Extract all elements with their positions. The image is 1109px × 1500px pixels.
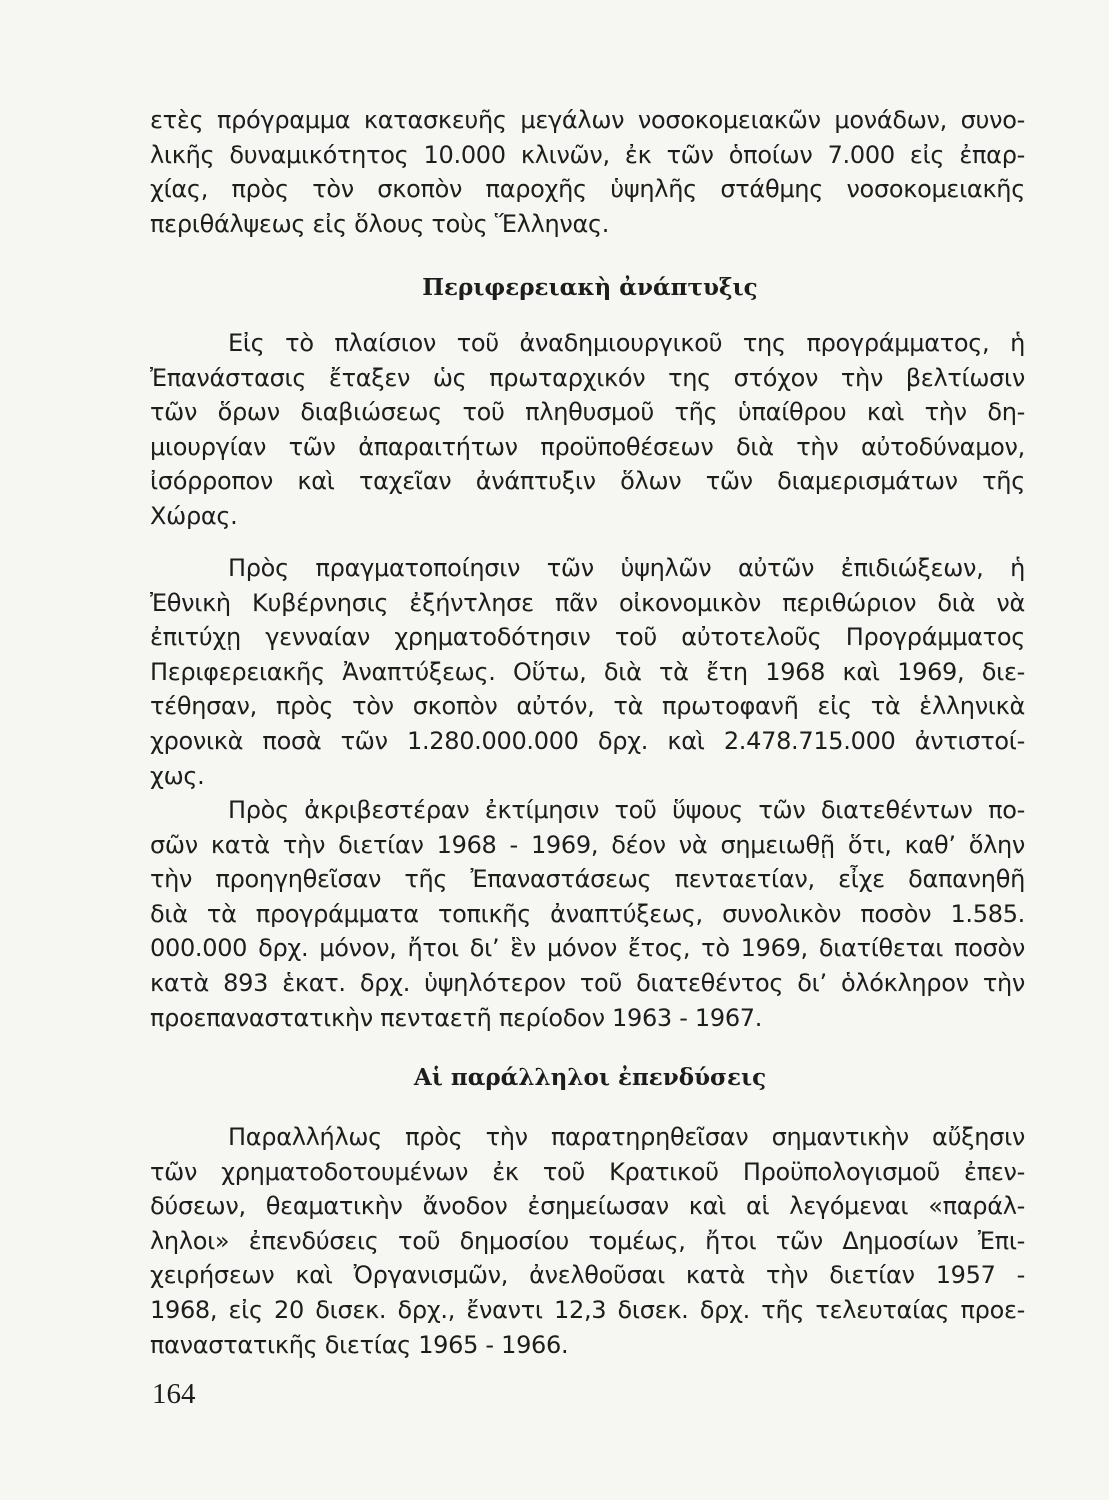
text-line: κατὰ 893 ἑκατ. δρχ. ὑψηλότερον τοῦ διατεθέντος δι’ ὁλόκληρον τὴν <box>150 968 1025 997</box>
text-line: δύσεων, θεαματικὴν ἄνοδον ἐσημείωσαν καὶ αἱ λεγόμεναι «παράλ- <box>150 1192 1025 1221</box>
text-line: Πρὸς πραγματοποίησιν τῶν ὑψηλῶν αὐτῶν ἐπιδιώξεων, ἡ <box>228 554 1025 582</box>
text-line: Ἐθνικὴ Κυβέρνησις ἐξήντλησε πᾶν οἰκονομικὸν περιθώριον διὰ νὰ <box>150 588 1025 617</box>
text-line: ληλοι» ἐπενδύσεις τοῦ δημοσίου τομέως, ἤτοι τῶν Δημοσίων Ἐπι- <box>150 1226 1025 1255</box>
paragraph-financing <box>150 551 1025 793</box>
paragraph-comparison <box>150 793 1025 1035</box>
paragraph-regional-goals <box>150 326 1025 534</box>
text-line: τῶν χρηματοδοτουμένων ἐκ τοῦ Κρατικοῦ Προϋπολογισμοῦ ἐπεν- <box>150 1157 1025 1186</box>
text-line: τέθησαν, πρὸς τὸν σκοπὸν αὐτόν, τὰ πρωτοφανῆ εἰς τὰ ἑλληνικὰ <box>150 692 1025 721</box>
text-line: περιθάλψεως εἰς ὅλους τοὺς Ἕλληνας. <box>150 209 610 238</box>
text-line: Εἰς τὸ πλαίσιον τοῦ ἀναδημιουργικοῦ της προγράμματος, ἡ <box>228 329 1025 357</box>
text-line: Χώρας. <box>150 501 238 530</box>
text-line: σῶν κατὰ τὴν διετίαν 1968 - 1969, δέον νὰ σημειωθῇ ὅτι, καθ’ ὅλην <box>150 830 1025 859</box>
text-line: χειρήσεων καὶ Ὀργανισμῶν, ἀνελθοῦσαι κατὰ τὴν διετίαν 1957 - <box>150 1261 1025 1290</box>
text-line: 000.000 δρχ. μόνον, ἤτοι δι’ ἓν μόνον ἔτος, τὸ 1969, διατίθεται ποσὸν <box>150 934 1025 963</box>
text-line: μιουργίαν τῶν ἀπαραιτήτων προϋποθέσεων διὰ τὴν αὐτοδύναμον, <box>150 432 1025 461</box>
page-number: 164 <box>152 1378 196 1410</box>
text-line: τὴν προηγηθεῖσαν τῆς Ἐπαναστάσεως πενταετίαν, εἶχε δαπανηθῆ <box>150 865 1025 894</box>
text-line: διὰ τὰ προγράμματα τοπικῆς ἀναπτύξεως, συνολικὸν ποσὸν 1.585. <box>150 899 1025 928</box>
section-heading-regional-development: Περιφερειακὴ ἀνάπτυξις <box>422 274 758 301</box>
paragraph-hospitals <box>150 103 1025 241</box>
text-line: Πρὸς ἀκριβεστέραν ἐκτίμησιν τοῦ ὕψους τῶν διατεθέντων πο- <box>228 796 1025 824</box>
text-line: λικῆς δυναμικότητος 10.000 κλινῶν, ἐκ τῶν ὁποίων 7.000 εἰς ἐπαρ- <box>150 140 1025 169</box>
text-line: ἰσόρροπον καὶ ταχεῖαν ἀνάπτυξιν ὅλων τῶν διαμερισμάτων τῆς <box>150 467 1025 496</box>
text-line: χως. <box>150 761 205 790</box>
section-heading-parallel-investments: Αἱ παράλληλοι ἐπενδύσεις <box>413 1064 767 1091</box>
paragraph-parallel-investments <box>150 1120 1025 1362</box>
text-line: παναστατικῆς διετίας 1965 - 1966. <box>150 1330 569 1359</box>
text-line: 1968, εἰς 20 δισεκ. δρχ., ἔναντι 12,3 δισεκ. δρχ. τῆς τελευταίας προε- <box>150 1295 1025 1324</box>
text-line: ἐπιτύχῃ γενναίαν χρηματοδότησιν τοῦ αὐτοτελοῦς Προγράμματος <box>150 623 1025 652</box>
text-line: προεπαναστατικὴν πενταετῆ περίοδον 1963 - 1967. <box>150 1003 763 1032</box>
text-line: χρονικὰ ποσὰ τῶν 1.280.000.000 δρχ. καὶ 2.478.715.000 ἀντιστοί- <box>150 726 1025 755</box>
text-line: χίας, πρὸς τὸν σκοπὸν παροχῆς ὑψηλῆς στάθμης νοσοκομειακῆς <box>150 175 1025 204</box>
text-line: ετὲς πρόγραμμα κατασκευῆς μεγάλων νοσοκομειακῶν μονάδων, συνο- <box>150 106 1025 134</box>
text-line: τῶν ὅρων διαβιώσεως τοῦ πληθυσμοῦ τῆς ὑπαίθρου καὶ τὴν δη- <box>150 398 1025 427</box>
text-line: Παραλλήλως πρὸς τὴν παρατηρηθεῖσαν σημαντικὴν αὔξησιν <box>228 1123 1025 1151</box>
text-line: Περιφερειακῆς Ἀναπτύξεως. Οὕτω, διὰ τὰ ἔτη 1968 καὶ 1969, διε- <box>150 657 1025 686</box>
text-line: Ἐπανάστασις ἔταξεν ὡς πρωταρχικόν της στόχον τὴν βελτίωσιν <box>150 363 1025 392</box>
